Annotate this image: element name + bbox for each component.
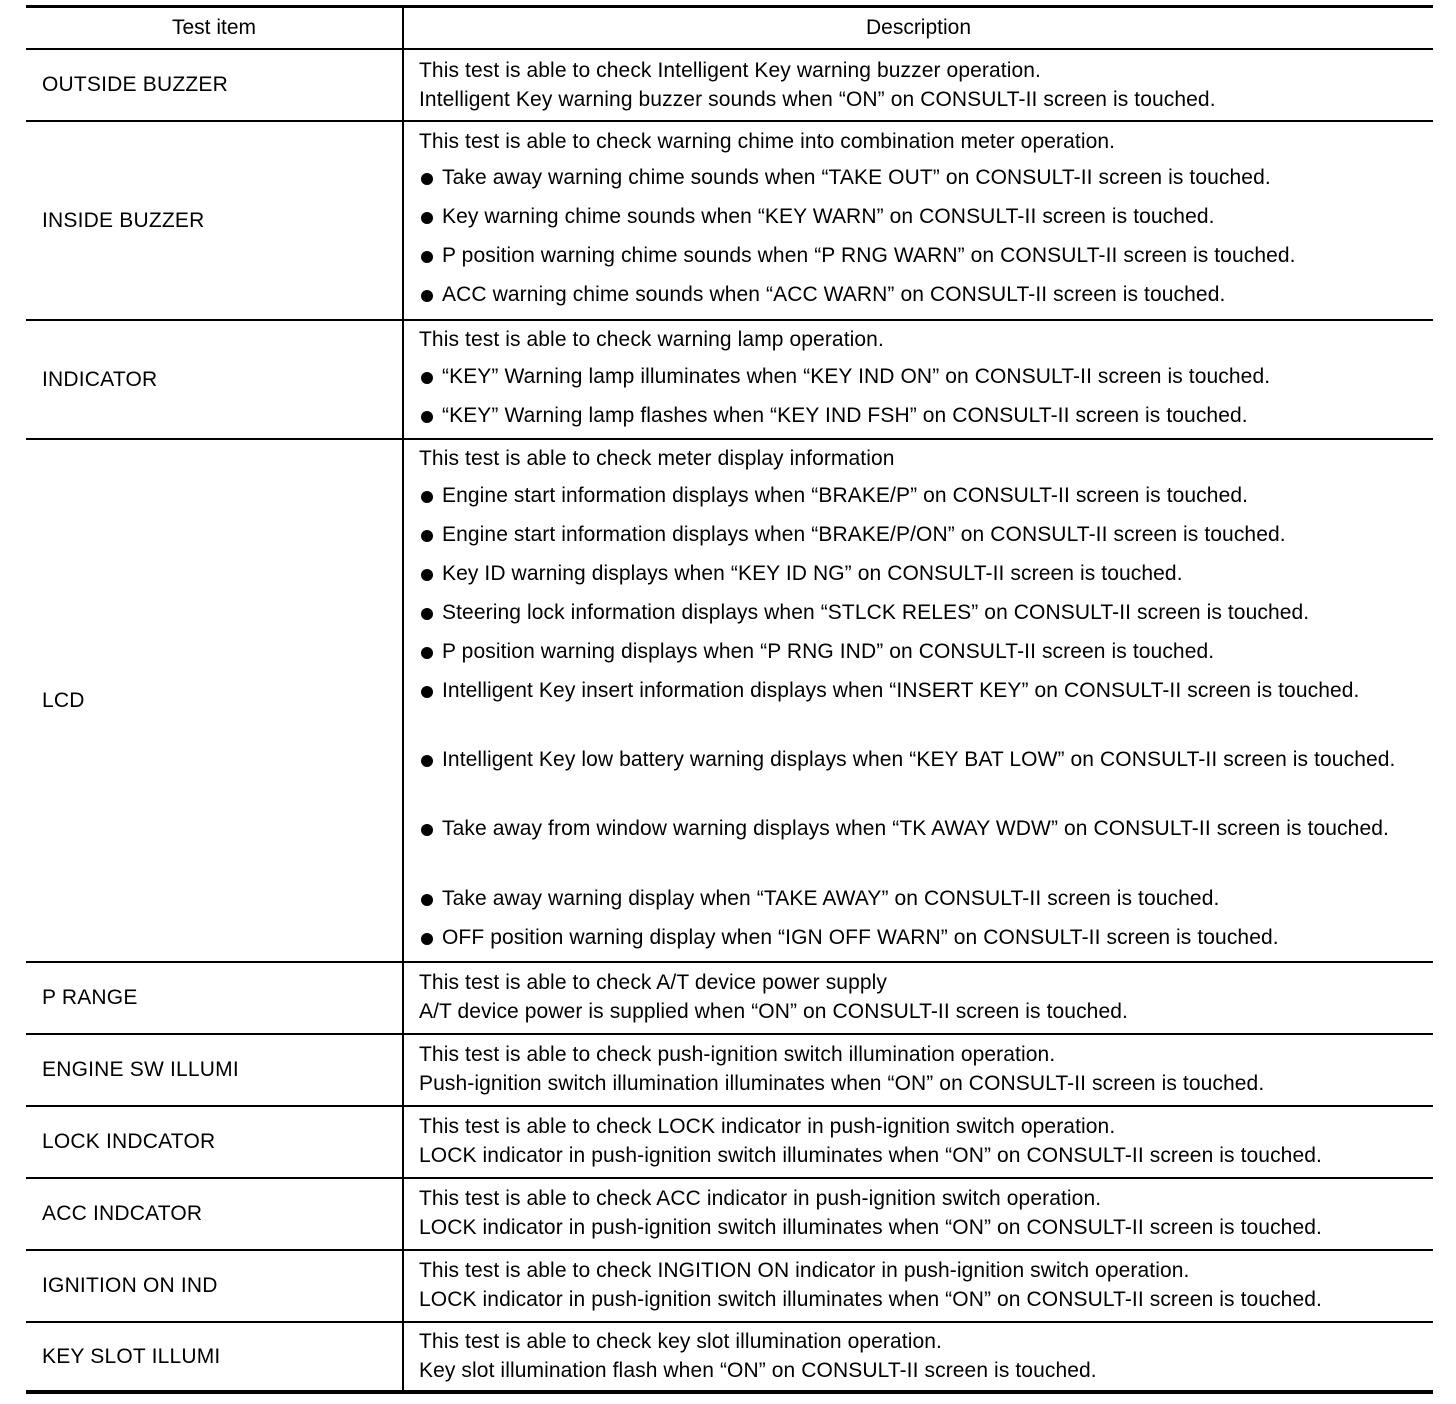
description-line: This test is able to check warning lamp operation. (419, 328, 884, 351)
table-row (26, 963, 1433, 1035)
bullet-text: Engine start information displays when “BRAKE/P/ON” on CONSULT-II screen is touched. (442, 523, 1286, 546)
test-item-name: INSIDE BUZZER (42, 208, 205, 232)
column-divider (402, 963, 404, 1033)
table-row (26, 321, 1433, 440)
bullet-dot-icon (421, 686, 433, 698)
test-item-name: ENGINE SW ILLUMI (42, 1058, 239, 1081)
bullet-text: OFF position warning display when “IGN OFF WARN” on CONSULT-II screen is touched. (442, 926, 1279, 949)
column-divider (402, 1035, 404, 1105)
bullet-text: Steering lock information displays when “STLCK RELES” on CONSULT-II screen is touched. (442, 601, 1310, 624)
table-row (26, 440, 1433, 963)
table-row (26, 1107, 1433, 1179)
description-line: LOCK indicator in push-ignition switch illuminates when “ON” on CONSULT-II screen is touched. (419, 1144, 1322, 1167)
test-item-name: LOCK INDCATOR (42, 1130, 216, 1153)
column-divider (402, 122, 404, 319)
bullet-dot-icon (421, 647, 433, 659)
bullet-text: Intelligent Key insert information displays when “INSERT KEY” on CONSULT-II screen is touched. (442, 679, 1360, 702)
column-divider (402, 321, 404, 438)
description-line: This test is able to check meter display information (419, 447, 895, 470)
test-item-name: ACC INDCATOR (42, 1202, 203, 1225)
bullet-dot-icon (421, 755, 433, 767)
bullet-text: “KEY” Warning lamp flashes when “KEY IND FSH” on CONSULT-II screen is touched. (442, 404, 1248, 427)
bullet-dot-icon (421, 530, 433, 542)
table-row (26, 1323, 1433, 1390)
test-item-name: OUTSIDE BUZZER (42, 73, 228, 96)
table-row (26, 1035, 1433, 1107)
description-line: This test is able to check push-ignition switch illumination operation. (419, 1043, 1056, 1066)
column-divider (402, 50, 404, 120)
header-test-item: Test item (171, 16, 257, 39)
test-item-name: IGNITION ON IND (42, 1274, 218, 1297)
bullet-dot-icon (421, 372, 433, 384)
description-line: This test is able to check Intelligent Key warning buzzer operation. (419, 59, 1041, 82)
description-line: LOCK indicator in push-ignition switch illuminates when “ON” on CONSULT-II screen is touched. (419, 1216, 1322, 1239)
description-line: This test is able to check ACC indicator in push-ignition switch operation. (419, 1187, 1102, 1210)
column-divider (402, 1107, 404, 1177)
description-line: This test is able to check LOCK indicator in push-ignition switch operation. (419, 1115, 1116, 1138)
bullet-dot-icon (421, 251, 433, 263)
test-item-name: KEY SLOT ILLUMI (42, 1344, 221, 1368)
column-divider (402, 1251, 404, 1321)
bullet-dot-icon (421, 212, 433, 224)
bullet-dot-icon (421, 894, 433, 906)
table-row (26, 122, 1433, 321)
description-line: A/T device power is supplied when “ON” on CONSULT-II screen is touched. (419, 1000, 1128, 1023)
column-divider (402, 440, 404, 961)
description-line: Key slot illumination flash when “ON” on CONSULT-II screen is touched. (419, 1359, 1097, 1382)
bullet-text: Intelligent Key low battery warning displays when “KEY BAT LOW” on CONSULT-II screen is touched. (442, 748, 1396, 771)
description-line: This test is able to check A/T device power supply (419, 971, 888, 994)
bullet-text: P position warning displays when “P RNG IND” on CONSULT-II screen is touched. (442, 640, 1215, 663)
test-item-name: LCD (42, 688, 85, 712)
bullet-dot-icon (421, 933, 433, 945)
bullet-dot-icon (421, 411, 433, 423)
bullet-text: Key warning chime sounds when “KEY WARN” on CONSULT-II screen is touched. (442, 205, 1215, 228)
description-line: This test is able to check warning chime into combination meter operation. (419, 130, 1116, 153)
table-header-row (26, 8, 1433, 50)
description-line: This test is able to check key slot illumination operation. (419, 1330, 942, 1353)
bullet-text: “KEY” Warning lamp illuminates when “KEY IND ON” on CONSULT-II screen is touched. (442, 365, 1271, 388)
description-line: This test is able to check INGITION ON indicator in push-ignition switch operation. (419, 1259, 1190, 1282)
header-description: Description (865, 16, 972, 39)
bullet-dot-icon (421, 290, 433, 302)
bullet-text: Take away warning chime sounds when “TAKE OUT” on CONSULT-II screen is touched. (442, 166, 1271, 189)
test-item-name: P RANGE (42, 986, 138, 1009)
bullet-text: ACC warning chime sounds when “ACC WARN” on CONSULT-II screen is touched. (442, 283, 1226, 306)
test-item-name: INDICATOR (42, 367, 158, 391)
description-line: LOCK indicator in push-ignition switch illuminates when “ON” on CONSULT-II screen is touched. (419, 1288, 1322, 1311)
bullet-dot-icon (421, 569, 433, 581)
bullet-dot-icon (421, 173, 433, 185)
bullet-text: Key ID warning displays when “KEY ID NG” on CONSULT-II screen is touched. (442, 562, 1183, 585)
bullet-dot-icon (421, 608, 433, 620)
bullet-text: Engine start information displays when “BRAKE/P” on CONSULT-II screen is touched. (442, 484, 1249, 507)
description-line: Push-ignition switch illumination illuminates when “ON” on CONSULT-II screen is touched. (419, 1072, 1265, 1095)
bullet-text: P position warning chime sounds when “P RNG WARN” on CONSULT-II screen is touched. (442, 244, 1296, 267)
column-divider (402, 1323, 404, 1390)
bullet-text: Take away from window warning displays when “TK AWAY WDW” on CONSULT-II screen is touched. (442, 817, 1389, 840)
bullet-text: Take away warning display when “TAKE AWAY” on CONSULT-II screen is touched. (442, 887, 1220, 910)
test-item-table (26, 5, 1433, 1394)
table-row (26, 1179, 1433, 1251)
table-row (26, 1251, 1433, 1323)
bullet-dot-icon (421, 491, 433, 503)
bullet-dot-icon (421, 824, 433, 836)
description-line: Intelligent Key warning buzzer sounds when “ON” on CONSULT-II screen is touched. (419, 88, 1216, 111)
table-row (26, 50, 1433, 122)
column-divider (402, 1179, 404, 1249)
